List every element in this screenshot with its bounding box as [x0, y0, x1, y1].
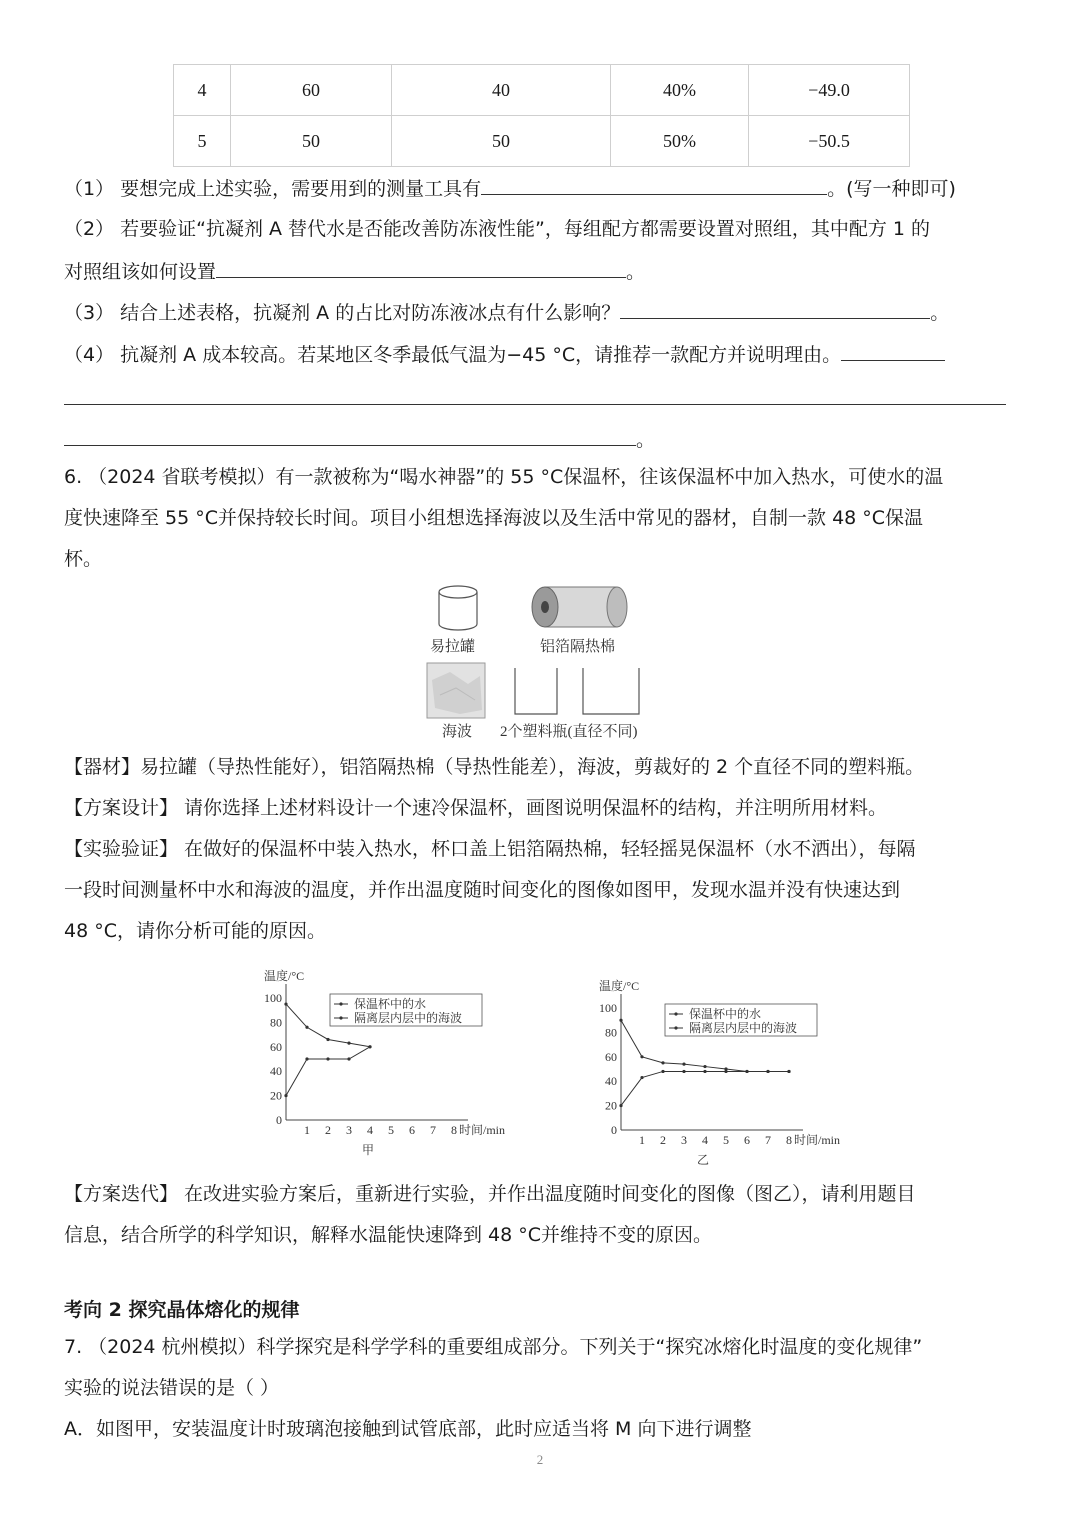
x-tick-label: 7: [765, 1133, 771, 1147]
question-7-option-a[interactable]: A．如图甲，安装温度计时玻璃泡接触到试管底部，此时应适当将 M 向下进行调整: [64, 1418, 752, 1440]
page-number: 2: [536, 1452, 544, 1467]
data-point: [284, 1094, 287, 1097]
answer-line-last: 。: [64, 425, 655, 454]
data-point: [619, 1019, 622, 1022]
table-cell: −49.0: [749, 65, 910, 116]
data-point: [347, 1042, 350, 1045]
table-cell: 4: [174, 65, 231, 116]
y-tick-label: 60: [605, 1049, 617, 1064]
table-row: [174, 65, 910, 116]
question-6-line: 度快速降至 55 °C并保持较长时间。项目小组想选择海波以及生活中常见的器材，自制一款 48 °C保温: [64, 507, 924, 529]
verify-text: 一段时间测量杯中水和海波的温度，并作出温度随时间变化的图像如图甲，发现水温并没有快速达到: [64, 879, 901, 901]
data-point: [368, 1045, 371, 1048]
fig-label-can: 易拉罐: [430, 639, 476, 655]
series-line: [286, 1047, 370, 1096]
x-tick-label: 3: [681, 1133, 687, 1147]
table-cell: 50%: [611, 116, 749, 167]
x-tick-label: 2: [660, 1133, 666, 1147]
hypo-photo: [427, 663, 485, 718]
x-tick-label: 3: [346, 1123, 352, 1137]
x-tick-label: 4: [702, 1133, 708, 1147]
y-axis-label: 温度/°C: [264, 969, 305, 983]
chart-yi: [585, 970, 841, 1170]
y-tick-label: 80: [605, 1025, 617, 1040]
chart-jia: [250, 960, 506, 1160]
x-tick-label: 8: [451, 1123, 457, 1137]
y-tick-label: 40: [270, 1064, 282, 1079]
question-6-line: 6. （2024 省联考模拟）有一款被称为“喝水神器”的 55 °C保温杯，往该保温杯中加入热水，可使水的温: [64, 466, 944, 488]
data-point: [661, 1061, 664, 1064]
question-5-part-4: （4） 抗凝剂 A 成本较高。若某地区冬季最低气温为−45 °C，请推荐一款配方并说明理由。: [64, 340, 945, 369]
data-point: [661, 1070, 664, 1073]
data-point: [745, 1070, 748, 1073]
table-cell: −50.5: [749, 116, 910, 167]
y-tick-label: 100: [264, 991, 282, 1005]
fig-label-hypo: 海波: [442, 724, 473, 740]
data-point: [640, 1076, 643, 1079]
y-tick-label: 20: [605, 1098, 617, 1113]
legend-label: 隔离层内层中的海波: [354, 1011, 463, 1025]
fig-label-bottles: 2个塑料瓶(直径不同): [500, 724, 638, 740]
table-cell: 40%: [611, 65, 749, 116]
data-point: [305, 1026, 308, 1029]
y-tick-label: 100: [599, 1001, 617, 1015]
x-tick-label: 1: [639, 1133, 645, 1147]
data-point: [682, 1063, 685, 1066]
x-tick-label: 2: [325, 1123, 331, 1137]
y-axis-label: 温度/°C: [599, 979, 640, 993]
answer-line[interactable]: [64, 404, 1006, 405]
bottles-drawing: [515, 668, 639, 714]
fig-label-foil: 铝箔隔热棉: [540, 639, 616, 655]
data-point: [724, 1070, 727, 1073]
legend-marker: [674, 1012, 677, 1015]
legend-marker: [339, 1002, 342, 1005]
question-5-part-1: （1） 要想完成上述实验，需要用到的测量工具有 。(写一种即可): [64, 174, 956, 203]
y-tick-label: 0: [611, 1123, 617, 1137]
foil-roll-drawing: [532, 587, 627, 627]
answer-blank[interactable]: [64, 425, 636, 446]
iterate-text: 信息，结合所学的科学知识，解释水温能快速降到 48 °C并维持不变的原因。: [64, 1224, 713, 1246]
question-7-line: 实验的说法错误的是（ ）: [64, 1377, 280, 1399]
table-row: [174, 116, 910, 167]
iterate-text: 【方案迭代】 在改进实验方案后，重新进行实验，并作出温度随时间变化的图像（图乙），请利用题目: [64, 1183, 916, 1205]
x-axis-label: 时间/min: [459, 1123, 506, 1137]
table-cell: 60: [231, 65, 392, 116]
formula-table: [173, 64, 910, 167]
question-5-part-2: （2） 若要验证“抗凝剂 A 替代水是否能改善防冻液性能”，每组配方都需要设置对照组，其中配方 1 的: [64, 218, 931, 240]
x-axis-label: 时间/min: [794, 1133, 841, 1147]
answer-blank[interactable]: [216, 257, 626, 278]
data-point: [284, 1003, 287, 1006]
question-7-line: 7. （2024 杭州模拟）科学探究是科学学科的重要组成部分。下列关于“探究冰熔化时温度的变化规律”: [64, 1336, 923, 1358]
x-tick-label: 5: [388, 1123, 394, 1137]
data-point: [326, 1057, 329, 1060]
question-5-part-2-cont: 对照组该如何设置 。: [64, 257, 645, 286]
can-drawing: [439, 586, 477, 630]
verify-text: 【实验验证】 在做好的保温杯中装入热水，杯口盖上铝箔隔热棉，轻轻摇晃保温杯（水不洒出），每隔: [64, 838, 916, 860]
table-cell: 50: [392, 116, 611, 167]
x-tick-label: 4: [367, 1123, 373, 1137]
answer-blank[interactable]: [620, 298, 930, 319]
x-tick-label: 5: [723, 1133, 729, 1147]
legend-marker: [674, 1026, 677, 1029]
design-text: 【方案设计】 请你选择上述材料设计一个速冷保温杯，画图说明保温杯的结构，并注明所用材料。: [64, 797, 888, 819]
legend-label: 保温杯中的水: [689, 1007, 762, 1021]
x-tick-label: 6: [744, 1133, 750, 1147]
section-heading: 考向 2 探究晶体熔化的规律: [64, 1299, 300, 1321]
data-point: [619, 1104, 622, 1107]
x-tick-label: 8: [786, 1133, 792, 1147]
legend-marker: [339, 1016, 342, 1019]
question-6-line: 杯。: [64, 548, 103, 570]
y-tick-label: 0: [276, 1113, 282, 1127]
y-tick-label: 20: [270, 1088, 282, 1103]
answer-blank[interactable]: [841, 340, 945, 361]
chart-title: 甲: [361, 1143, 375, 1157]
legend-label: 保温杯中的水: [354, 997, 427, 1011]
answer-blank[interactable]: [481, 174, 827, 195]
data-point: [766, 1070, 769, 1073]
data-point: [703, 1070, 706, 1073]
x-tick-label: 6: [409, 1123, 415, 1137]
table-cell: 40: [392, 65, 611, 116]
table-cell: 50: [231, 116, 392, 167]
series-line: [621, 1071, 789, 1105]
data-point: [640, 1055, 643, 1058]
data-point: [787, 1070, 790, 1073]
data-point: [682, 1070, 685, 1073]
materials-text: 【器材】易拉罐（导热性能好），铝箔隔热棉（导热性能差），海波，剪裁好的 2 个直径不同的塑料瓶。: [64, 756, 925, 778]
data-point: [703, 1065, 706, 1068]
x-tick-label: 1: [304, 1123, 310, 1137]
chart-title: 乙: [696, 1153, 710, 1167]
y-tick-label: 60: [270, 1039, 282, 1054]
y-tick-label: 40: [605, 1074, 617, 1089]
data-point: [347, 1057, 350, 1060]
legend-label: 隔离层内层中的海波: [689, 1021, 798, 1035]
x-tick-label: 7: [430, 1123, 436, 1137]
verify-text: 48 °C，请你分析可能的原因。: [64, 920, 326, 942]
data-point: [305, 1057, 308, 1060]
data-point: [326, 1038, 329, 1041]
y-tick-label: 80: [270, 1015, 282, 1030]
question-5-part-3: （3） 结合上述表格，抗凝剂 A 的占比对防冻液冰点有什么影响？ 。: [64, 298, 949, 327]
table-cell: 5: [174, 116, 231, 167]
